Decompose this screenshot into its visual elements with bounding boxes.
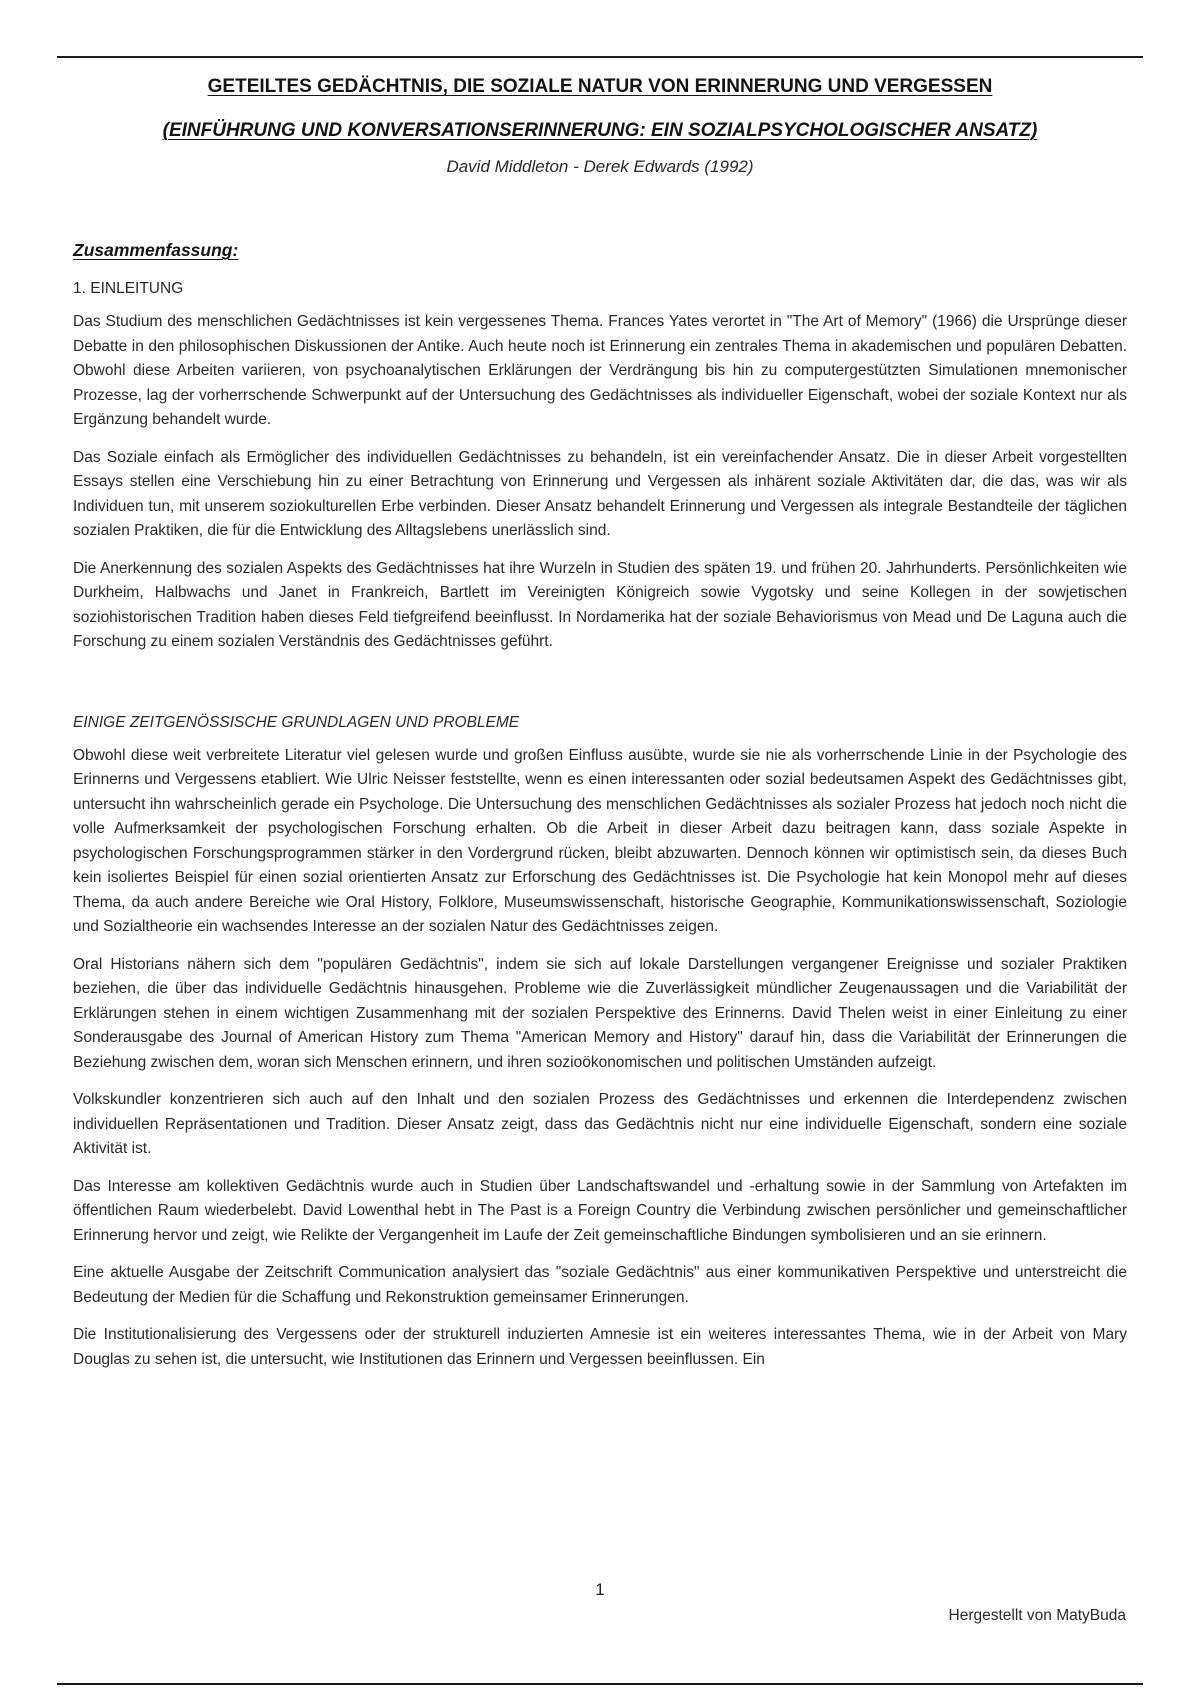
footer-credit: Hergestellt von MatyBuda xyxy=(948,1607,1126,1624)
page-number: 1 xyxy=(595,1580,605,1599)
paragraph: Oral Historians nähern sich dem "populären Gedächtnis", indem sie sich auf lokale Darstellungen vergangener Ereignisse und sozialer Praktiken beziehen, die über das individuelle Gedächtnis hinausgehen. Probleme wie die Zuverlässigkeit mündlicher Zeugenaussagen und die Variabilität der Erklärungen stehen in einem wichtigen Zusammenhang mit der sozialen Perspektive des Erinnerns. David Thelen weist in einer Einleitung zu einer Sonderausgabe des Journal of American History zum Thema "American Memory and History" darauf hin, dass die Variabilität der Erinnerungen die Beziehung zwischen dem, woran sich Menschen erinnern, und ihren sozioökonomischen und politischen Umständen aufzeigt. xyxy=(73,955,1127,1071)
paragraph: Die Anerkennung des sozialen Aspekts des Gedächtnisses hat ihre Wurzeln in Studien des späten 19. und frühen 20. Jahrhunderts. Persönlichkeiten wie Durkheim, Halbwachs und Janet in Frankreich, Bartlett im Vereinigten Königreich sowie Vygotsky und seine Kollegen in der sowjetischen soziohistorischen Tradition haben dieses Feld tiefgreifend beeinflusst. In Nordamerika hat der soziale Behaviorismus von Mead und De Laguna auch die Forschung zu einem sozialen Verständnis des Gedächtnisses geführt. xyxy=(73,559,1127,650)
document-subtitle: (EINFÜHRUNG UND KONVERSATIONSERINNERUNG: EIN SOZIALPSYCHOLOGISCHER ANSATZ) xyxy=(162,120,1038,141)
summary-heading: Zusammenfassung: xyxy=(73,240,239,260)
top-rule xyxy=(57,56,1143,58)
paragraph: Eine aktuelle Ausgabe der Zeitschrift Communication analysiert das "soziale Gedächtnis" aus einer kommunikativen Perspektive und unterstreicht die Bedeutung der Medien für die Schaffung und Rekonstruktion gemeinsamer Erinnerungen. xyxy=(73,1264,1127,1306)
section-heading-grundlagen: EINIGE ZEITGENÖSSISCHE GRUNDLAGEN UND PROBLEME xyxy=(73,713,520,731)
paragraph: Das Interesse am kollektiven Gedächtnis wurde auch in Studien über Landschaftswandel und -erhaltung sowie in der Sammlung von Artefakten im öffentlichen Raum wiederbelebt. David Lowenthal hebt in The Past is a Foreign Country die Verbindung zwischen persönlicher und gemeinschaftlicher Erinnerung hervor und zeigt, wie Relikte der Vergangenheit im Laufe der Zeit gemeinschaftliche Bindungen symbolisieren und an sie erinnern. xyxy=(73,1177,1127,1244)
paragraph: Die Institutionalisierung des Vergessens oder der strukturell induzierten Amnesie ist ein weiteres interessantes Thema, wie in der Arbeit von Mary Douglas zu sehen ist, die untersucht, wie Institutionen das Erinnern und Vergessen beeinflussen. Ein xyxy=(73,1326,1127,1368)
paragraph: Volkskundler konzentrieren sich auch auf den Inhalt und den sozialen Prozess des Gedächtnisses und erkennen die Interdependenz zwischen individuellen Repräsentationen und Tradition. Dieser Ansatz zeigt, dass das Gedächtnis nicht nur eine individuelle Eigenschaft, sondern eine soziale Aktivität ist. xyxy=(73,1091,1127,1157)
paragraph: Das Studium des menschlichen Gedächtnisses ist kein vergessenes Thema. Frances Yates verortet in "The Art of Memory" (1966) die Ursprünge dieser Debatte in den philosophischen Diskussionen der Antike. Auch heute noch ist Erinnerung ein zentrales Thema in akademischen und populären Debatten. Obwohl diese Arbeiten variieren, von psychoanalytischen Erklärungen der Verdrängung bis hin zu computergestützten Simulationen mnemonischer Prozesse, lag der vorherrschende Schwerpunkt auf der Untersuchung des Gedächtnisses als individueller Eigenschaft, wobei der soziale Kontext nur als Ergänzung behandelt wurde. xyxy=(73,313,1127,428)
paragraph: Obwohl diese weit verbreitete Literatur viel gelesen wurde und großen Einfluss ausübte, wurde sie nie als vorherrschende Linie in der Psychologie des Erinnerns und Vergessens etabliert. Wie Ulric Neisser feststellte, wenn es einen interessanten oder sozial bedeutsamen Aspekt des Gedächtnisses gibt, untersucht ihn wahrscheinlich gerade ein Psychologe. Die Untersuchung des menschlichen Gedächtnisses als sozialer Prozess hat jedoch noch nicht die volle Aufmerksamkeit der psychologischen Forschung erhalten. Ob die Arbeit in dieser Arbeit dazu beitragen kann, dass soziale Aspekte in psychologischen Forschungsprogrammen stärker in den Vordergrund rücken, bleibt abzuwarten. Dennoch können wir optimistisch sein, da dieses Buch kein isoliertes Beispiel für einen sozial orientierten Ansatz zur Erforschung des Gedächtnisses ist. Die Psychologie hat kein Monopol mehr auf dieses Thema, da auch andere Bereiche wie Oral History, Folklore, Museumswissenschaft, historische Geographie, Kommunikationswissenschaft, Soziologie und Sozialtheorie ein wachsendes Interesse an der sozialen Natur des Gedächtnisses zeigen. xyxy=(73,746,1127,935)
paragraph: Das Soziale einfach als Ermöglicher des individuellen Gedächtnisses zu behandeln, ist ein vereinfachender Ansatz. Die in dieser Arbeit vorgestellten Essays stellen eine Verschiebung hin zu einer Betrachtung von Erinnerung und Vergessen als inhärent soziale Aktivitäten dar, die das, was wir als Individuen tun, mit unserem soziokulturellen Erbe verbinden. Dieser Ansatz behandelt Erinnerung und Vergessen als integrale Bestandteile der täglichen sozialen Praktiken, die für die Entwicklung des Alltagslebens unerlässlich sind. xyxy=(73,448,1127,539)
section-heading-einleitung: 1. EINLEITUNG xyxy=(73,280,184,297)
document-title: GETEILTES GEDÄCHTNIS, DIE SOZIALE NATUR VON ERINNERUNG UND VERGESSEN xyxy=(207,76,993,97)
bottom-rule xyxy=(57,1683,1143,1685)
page-content xyxy=(73,70,1127,1372)
author-line: David Middleton - Derek Edwards (1992) xyxy=(446,157,754,176)
